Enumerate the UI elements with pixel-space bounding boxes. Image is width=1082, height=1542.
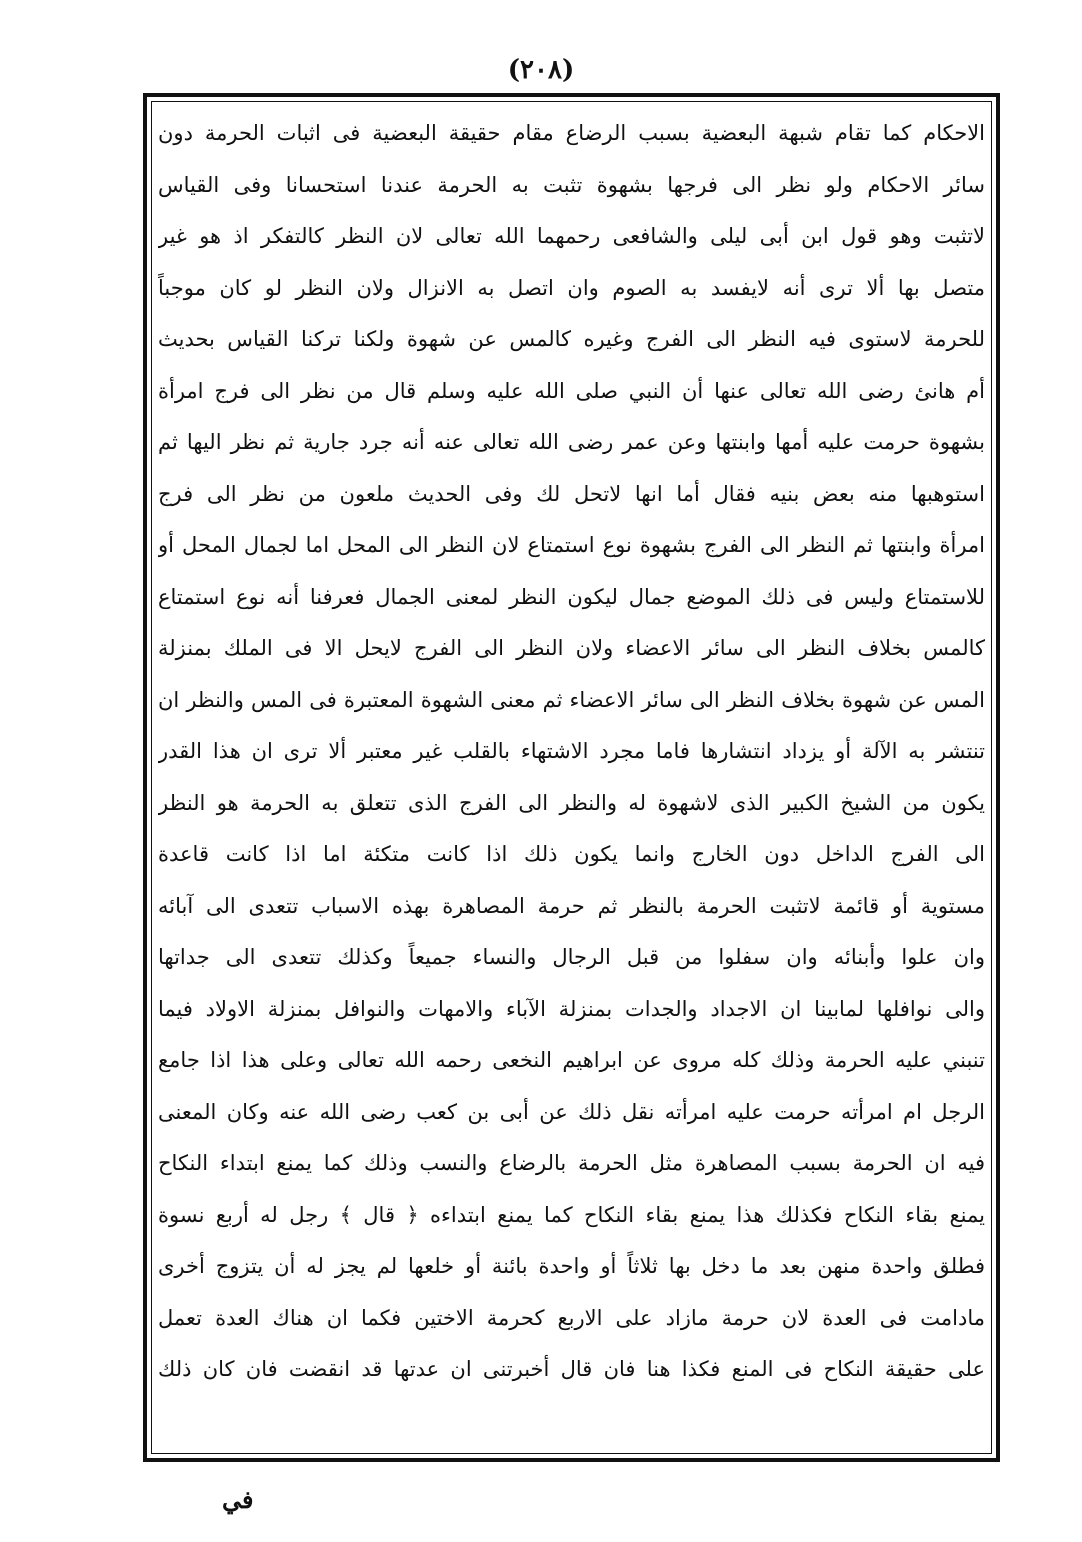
text-line: مادامت فى العدة لان حرمة مازاد على الاربع كحرمة الاختين فكما ان هناك العدة تعمل (158, 1305, 985, 1330)
catchword: في (222, 1485, 254, 1514)
text-line: للحرمة لاستوى فيه النظر الى الفرج وغيره كالمس عن شهوة ولكنا تركنا القياس بحديث (158, 327, 985, 351)
text-line: الى الفرج الداخل دون الخارج وانما يكون ذلك اذا كانت متكئة اما اذا كانت قاعدة (158, 842, 985, 866)
text-line: الاحكام كما تقام شبهة البعضية بسبب الرضاع مقام حقيقة البعضية فى اثبات الحرمة دون (158, 121, 985, 145)
text-line: الرجل ام امرأته حرمت عليه امرأته نقل ذلك عن أبى بن كعب رضى الله عنه وكان المعنى (158, 1099, 985, 1124)
text-line: لاتثبت وهو قول ابن أبى ليلى والشافعى رحمهما الله تعالى لان النظر كالتفكر اذ هو غير (158, 224, 985, 248)
text-line: يكون من الشيخ الكبير الذى لاشهوة له والنظر الى الفرج الذى تتعلق به الحرمة هو النظر (158, 790, 985, 815)
text-line: يمنع بقاء النكاح فكذلك هذا يمنع بقاء النكاح كما يمنع ابتداءه ﴿ قال ﴾ رجل له أربع نسوة (158, 1202, 985, 1227)
text-line: امرأة وابنتها ثم النظر الى الفرج بشهوة نوع استمتاع لان النظر الى المحل اما لجمال المحل أو (158, 533, 985, 557)
text-line: فطلق واحدة منهن بعد ما دخل بها ثلاثاً أو واحدة بائنة أو خلعها لم يجز له أن يتزوج أخرى (158, 1254, 985, 1278)
text-line: أم هانئ رضى الله تعالى عنها أن النبي صلى الله عليه وسلم قال من نظر الى فرج امرأة (158, 378, 985, 403)
text-line: فيه ان الحرمة بسبب المصاهرة مثل الحرمة بالرضاع والنسب وذلك كما يمنع ابتداء النكاح (158, 1151, 985, 1175)
text-line: المس عن شهوة بخلاف النظر الى سائر الاعضاء ثم معنى الشهوة المعتبرة فى المس والنظر ان (158, 687, 985, 712)
text-line: سائر الاحكام ولو نظر الى فرجها بشهوة تثبت به الحرمة عندنا استحسانا وفى القياس (158, 172, 985, 197)
text-line: للاستمتاع وليس فى ذلك الموضع جمال ليكون النظر لمعنى الجمال فعرفنا أنه نوع استمتاع (158, 584, 985, 609)
text-line: بشهوة حرمت عليه أمها وابنتها وعن عمر رضى الله تعالى عنه أنه جرد جارية ثم نظر اليها ثم (158, 430, 985, 454)
text-line: كالمس بخلاف النظر الى سائر الاعضاء ولان النظر الى الفرج لايحل الا فى الملك بمنزلة (158, 636, 985, 660)
text-line: والى نوافلها لمابينا ان الاجداد والجدات بمنزلة الآباء والامهات والنوافل بمنزلة الاولاد فيما (158, 996, 985, 1021)
text-line: مستوية أو قائمة لاتثبت الحرمة بالنظر ثم حرمة المصاهرة بهذه الاسباب تتعدى الى آبائه (158, 893, 985, 918)
page-number: (٢٠٨) (507, 55, 575, 85)
text-line: على حقيقة النكاح فى المنع فكذا هنا فان قال أخبرتنى ان عدتها قد انقضت فان كان ذلك (158, 1357, 985, 1381)
text-body (158, 108, 985, 1448)
text-line: تنبني عليه الحرمة وذلك كله مروى عن ابراهيم النخعى رحمه الله تعالى وعلى هذا اذا جامع (158, 1048, 985, 1072)
text-line: تنتشر به الآلة أو يزداد انتشارها فاما مجرد الاشتهاء بالقلب غير معتبر ألا ترى ان هذا القدر (158, 739, 985, 763)
text-line: وان علوا وأبنائه وان سفلوا من قبل الرجال والنساء جميعاً وكذلك تتعدى الى جداتها (158, 945, 985, 969)
text-line: متصل بها ألا ترى أنه لايفسد به الصوم وان اتصل به الانزال ولان النظر لو كان موجباً (158, 275, 985, 300)
text-line: استوهبها منه بعض بنيه فقال أما انها لاتحل لك وفى الحديث ملعون من نظر الى فرج (158, 481, 985, 506)
